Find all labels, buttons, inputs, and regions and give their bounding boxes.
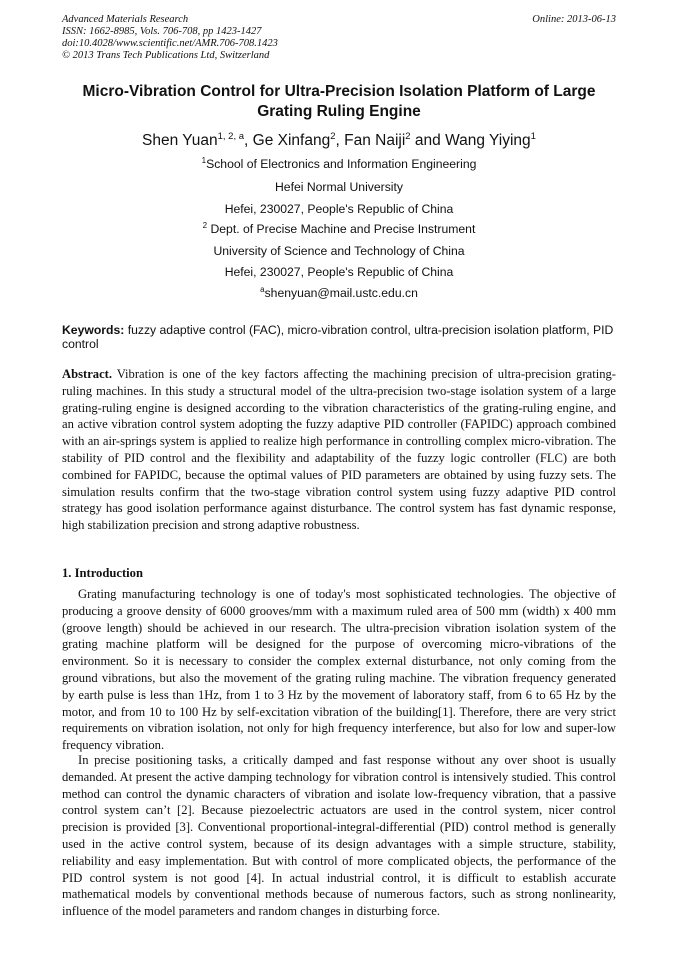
keywords-text: fuzzy adaptive control (FAC), micro-vibration control, ultra-precision isolation platform, PID control — [62, 323, 614, 351]
doi-line[interactable]: doi:10.4028/www.scientific.net/AMR.706-708.1423 — [62, 38, 278, 49]
affiliation-text: Hefei Normal University — [275, 180, 403, 194]
paper-title: Micro-Vibration Control for Ultra-Precision Isolation Platform of Large Grating Ruling Engine — [82, 83, 596, 120]
abstract-text: Vibration is one of the key factors affecting the machining precision of ultra-precision grating-ruling machines. In this study a structural model of the ultra-precision two-stage isolation system of a large grating-ruling engine is designed according to the vibration characteristics of the grating-ruling engine, and an active vibration control system adopting the fuzzy adaptive PID controller (FAPIDC) approach combined with an air-springs system is applied to realize high performance in controlling complex micro-vibration. The stability of PID control and the flexibility and adaptability of the fuzzy logic controller (FLC) are both combined for FAPIDC, because the optimal values of PID parameters are obtained by using fuzzy sets. The simulation results confirm that the two-stage vibration control system using fuzzy adaptive PID control strategy has good isolation performance against disturbance. The control system has fast dynamic response, high stabilization precision and strong adaptive robustness. — [62, 367, 616, 533]
author-name: Shen Yuan — [142, 132, 218, 149]
affiliation-mark: a — [260, 285, 265, 294]
author-affiliation-mark: 2 — [330, 131, 336, 142]
affiliation-line — [62, 244, 616, 258]
abstract — [62, 366, 616, 534]
affiliation-line — [62, 157, 616, 171]
affiliation-line — [62, 222, 616, 236]
affiliation-text: Dept. of Precise Machine and Precise Instrument — [207, 222, 476, 236]
author-name: Ge Xinfang — [252, 132, 331, 149]
copyright-line: © 2013 Trans Tech Publications Ltd, Switzerland — [62, 50, 270, 61]
affiliation-text: Hefei, 230027, People's Republic of China — [224, 265, 454, 279]
affiliation-text: Hefei, 230027, People's Republic of China — [224, 202, 454, 216]
journal-header — [62, 14, 616, 62]
author-separator: , — [244, 132, 253, 149]
keywords-label: Keywords: — [62, 323, 125, 337]
affiliation-text: University of Science and Technology of China — [213, 244, 465, 258]
keywords — [62, 323, 616, 351]
email-line — [62, 286, 616, 300]
affiliation-line — [62, 180, 616, 194]
author-separator: and — [410, 132, 446, 149]
author-affiliation-mark: 1 — [530, 131, 536, 142]
affiliation-mark: 2 — [202, 221, 208, 230]
online-date: Online: 2013-06-13 — [532, 14, 616, 25]
author-separator: , — [335, 132, 345, 149]
author-name: Fan Naiji — [344, 132, 406, 149]
paragraph: Grating manufacturing technology is one of today's most sophisticated technologies. The objective of producing a groove density of 6000 grooves/mm with a maximum ruled area of 500 mm (width) x 400 mm (groove length) should be achieved in our research. The ultra-precision vibration isolation system of the grating machine platform will be designed for the purpose of overcoming micro-vibrations of the environment. So it is necessary to consider the complex external disturbance, not only coming from the ground vibrations, but also the movement of the grating ruling machine. The vibration frequency generated by earth pulse is less than 1Hz, from 1 to 3 Hz by the movement of laboratory staff, from 6 to 65 Hz by the motor, and from 10 to 100 Hz by self-excitation vibration of the building[1]. Therefore, there are very strict requirements on vibration isolation, not only for high frequency interference, but also for low and super-low frequency vibration. — [62, 587, 616, 753]
section-heading: 1. Introduction — [62, 566, 143, 580]
affiliation-line — [62, 265, 616, 279]
paragraph: In precise positioning tasks, a critically damped and fast response without any over shoot is usually demanded. At present the active damping technology for vibration control is intensively studied. This control method can control the dynamic characters of vibration and isolate low-frequency vibration, that a passive control system can’t [2]. Because piezoelectric actuators are used in the control system, nicer control precision is provided [3]. Conventional proportional-integral-differential (PID) control method is generally used in the active control system, because of its design advantages with a simple structure, stability, reliability and easy implementation. But with control of more complicated objects, the performance of the PID control system is not good [4]. In actual industrial control, it is difficult to establish accurate mathematical models by conventional methods because of numerous factors, such as strong nonlinearity, influence of the model parameters and random changes in disturbing force. — [62, 753, 616, 919]
author-affiliation-mark: 1, 2, a — [217, 131, 245, 142]
affiliation-line — [62, 202, 616, 216]
journal-name: Advanced Materials Research — [62, 14, 189, 25]
abstract-label: Abstract. — [62, 367, 113, 381]
author-list — [62, 132, 616, 150]
affiliation-mark: 1 — [201, 156, 207, 165]
author-affiliation-mark: 2 — [405, 131, 411, 142]
issn-line: ISSN: 1662-8985, Vols. 706-708, pp 1423-1427 — [62, 26, 262, 37]
email-address[interactable]: shenyuan@mail.ustc.edu.cn — [264, 286, 418, 300]
affiliation-text: School of Electronics and Information Engineering — [206, 157, 477, 171]
author-name: Wang Yiying — [445, 132, 531, 149]
